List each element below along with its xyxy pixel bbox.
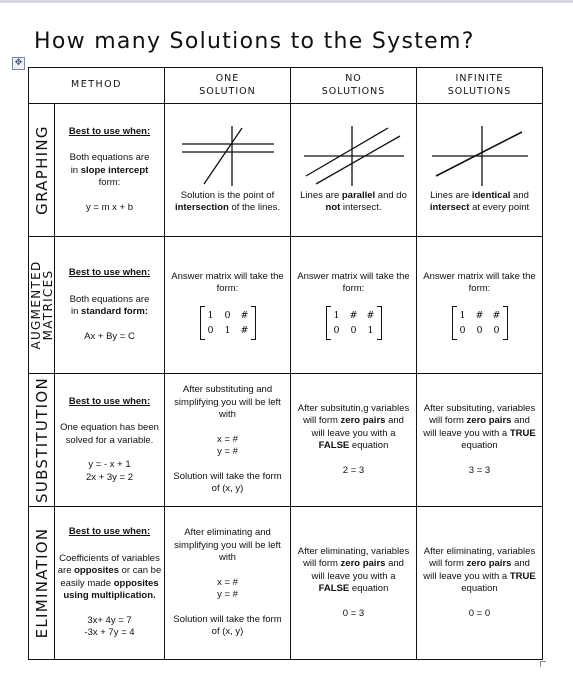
matrix-infinite-solutions: Answer matrix will take the form: 1 # # 0 0 0 [417, 237, 543, 374]
augmented-matrix-infinite: 1 # # 0 0 0 [452, 306, 508, 340]
matrix-one-solution: Answer matrix will take the form: 1 0 # 0 1 # [165, 237, 291, 374]
augmented-matrix-none: 1 # # 0 0 1 [326, 306, 382, 340]
row-augmented-matrices [29, 237, 543, 374]
header-one-solution: ONE SOLUTION [165, 68, 291, 104]
augmented-matrix-one: 1 0 # 0 1 # [200, 306, 256, 340]
top-border-strip [0, 0, 573, 3]
identical-lines-graph [432, 126, 528, 186]
method-augmented-matrices: Best to use when: Both equations are in standard form: Ax + By = C [55, 237, 165, 374]
elimination-infinite-solutions: After eliminating, variables will form zero pairs and will leave you with a TRUE equation 0 = 0 [417, 507, 543, 660]
table-move-handle-icon[interactable]: ✥ [12, 57, 25, 70]
row-label-augmented-matrices: AUGMENTED MATRICES [29, 237, 55, 374]
row-graphing [29, 104, 543, 237]
method-substitution: Best to use when: One equation has been solved for a variable. y = - x + 1 2x + 3y = 2 [55, 374, 165, 507]
method-graphing: Best to use when: Both equations are in slope intercept form: y = m x + b [55, 104, 165, 237]
graphing-no-solutions: Lines are parallel and do not intersect. [291, 104, 417, 237]
substitution-infinite-solutions: After subsituting, variables will form zero pairs and will leave you with a TRUE equation 3 = 3 [417, 374, 543, 507]
row-label-elimination: ELIMINATION [29, 507, 55, 660]
elimination-one-solution: After eliminating and simplifying you will be left with x = # y = # Solution will take the form of (x, y) [165, 507, 291, 660]
header-infinite-solutions: INFINITE SOLUTIONS [417, 68, 543, 104]
row-label-graphing: GRAPHING [29, 104, 55, 237]
method-elimination: Best to use when: Coefficients of variables are opposites or can be easily made opposites using multiplication. 3x+ 4y = 7 -3x + 7y = 4 [55, 507, 165, 660]
intersecting-lines-graph [182, 126, 274, 186]
header-method: METHOD [29, 68, 165, 104]
parallel-lines-graph [304, 126, 404, 186]
matrix-no-solutions: Answer matrix will take the form: 1 # # 0 0 1 [291, 237, 417, 374]
row-substitution [29, 374, 543, 507]
substitution-no-solutions: After subsitutin,g variables will form zero pairs and will leave you with a FALSE equation 2 = 3 [291, 374, 417, 507]
table-resize-handle[interactable] [540, 661, 546, 667]
graphing-one-solution: Solution is the point of intersection of the lines. [165, 104, 291, 237]
header-row [29, 68, 543, 104]
row-elimination [29, 507, 543, 660]
page-title: How many Solutions to the System? [34, 29, 475, 54]
row-label-substitution: SUBSTITUTION [29, 374, 55, 507]
elimination-no-solutions: After eliminating, variables will form zero pairs and will leave you with a FALSE equation 0 = 3 [291, 507, 417, 660]
substitution-one-solution: After substituting and simplifying you will be left with x = # y = # Solution will take the form of (x, y) [165, 374, 291, 507]
solutions-table [28, 67, 543, 660]
graphing-infinite-solutions: Lines are identical and intersect at every point [417, 104, 543, 237]
header-no-solutions: NO SOLUTIONS [291, 68, 417, 104]
